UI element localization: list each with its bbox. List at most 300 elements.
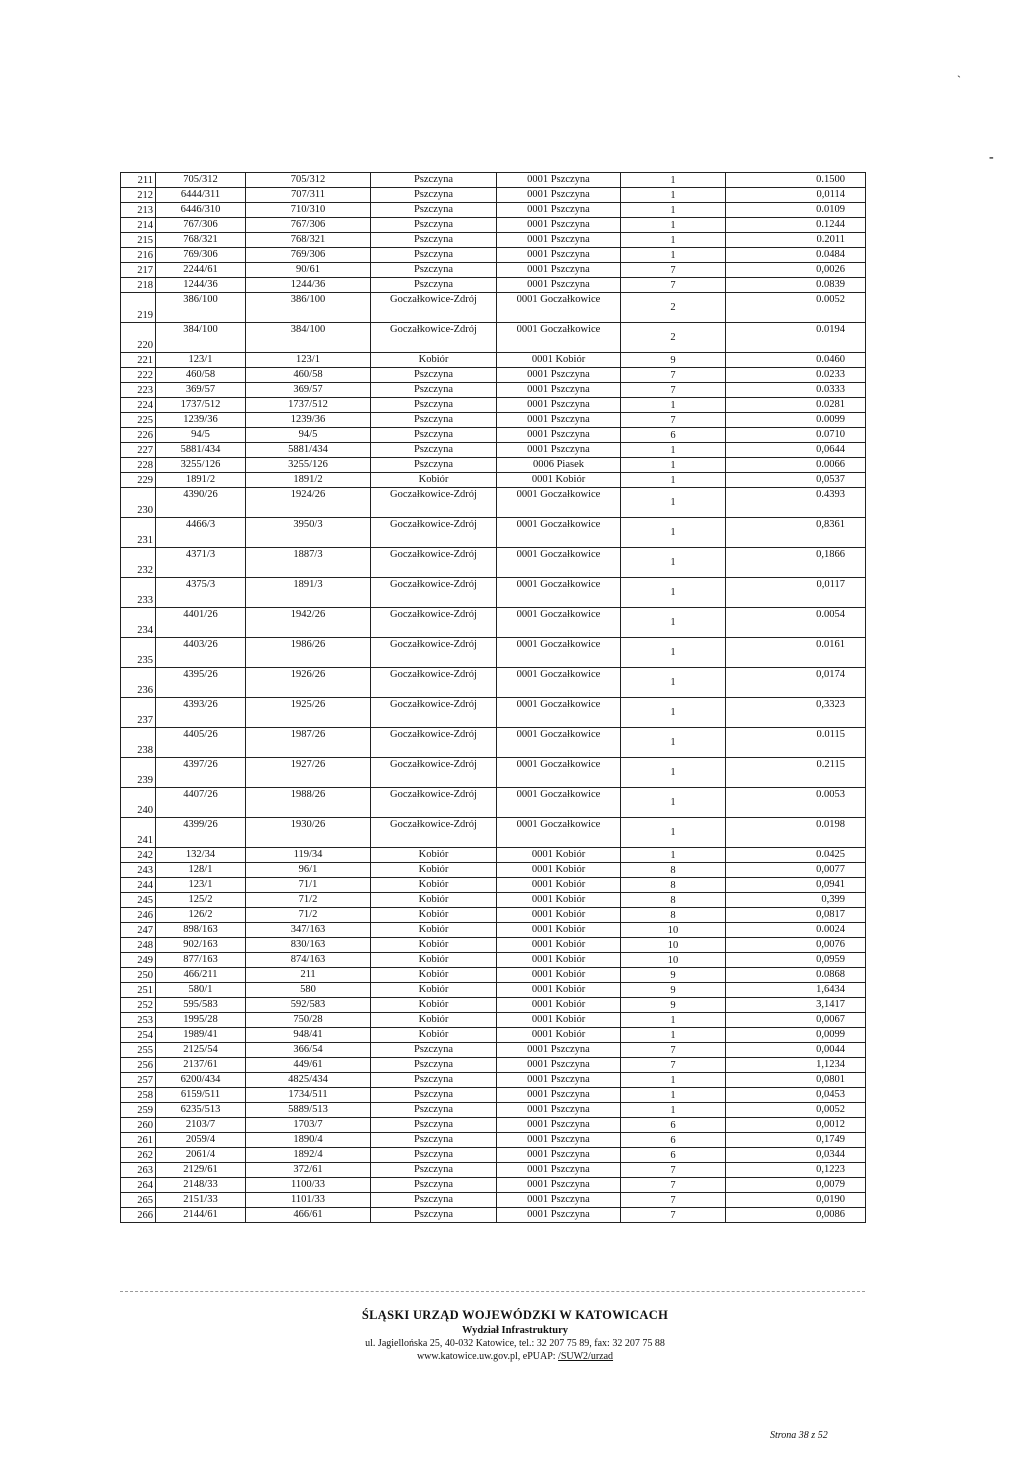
area-cell: 0.0052 <box>726 293 866 323</box>
table-row <box>121 218 866 233</box>
row-number-cell: 262 <box>121 1148 156 1163</box>
precinct-name-cell: Kobiór <box>371 968 497 983</box>
row-number-cell: 231 <box>121 518 156 548</box>
parcel-before-cell: 4395/26 <box>156 668 246 698</box>
precinct-name-cell: Pszczyna <box>371 173 497 188</box>
precinct-code-cell: 0001 Pszczyna <box>497 278 621 293</box>
parcel-before-cell: 126/2 <box>156 908 246 923</box>
area-cell: 0,0067 <box>726 1013 866 1028</box>
precinct-code-cell: 0001 Pszczyna <box>497 248 621 263</box>
parcel-after-cell: 460/58 <box>246 368 371 383</box>
parcel-before-cell: 466/211 <box>156 968 246 983</box>
table-row <box>121 443 866 458</box>
precinct-name-cell: Kobiór <box>371 353 497 368</box>
precinct-code-cell: 0001 Pszczyna <box>497 1148 621 1163</box>
map-sheet-cell: 9 <box>621 983 726 998</box>
precinct-name-cell: Pszczyna <box>371 1043 497 1058</box>
row-number-cell: 245 <box>121 893 156 908</box>
table-row <box>121 758 866 788</box>
parcel-before-cell: 6200/434 <box>156 1073 246 1088</box>
parcel-before-cell: 902/163 <box>156 938 246 953</box>
map-sheet-cell: 6 <box>621 428 726 443</box>
row-number-cell: 219 <box>121 293 156 323</box>
parcel-after-cell: 1101/33 <box>246 1193 371 1208</box>
row-number-cell: 255 <box>121 1043 156 1058</box>
precinct-code-cell: 0001 Kobiór <box>497 953 621 968</box>
table-row <box>121 488 866 518</box>
parcel-after-cell: 707/311 <box>246 188 371 203</box>
parcel-before-cell: 1989/41 <box>156 1028 246 1043</box>
precinct-name-cell: Kobiór <box>371 473 497 488</box>
parcel-after-cell: 71/2 <box>246 893 371 908</box>
row-number-cell: 211 <box>121 173 156 188</box>
table-row <box>121 1193 866 1208</box>
precinct-name-cell: Pszczyna <box>371 233 497 248</box>
area-cell: 0.0024 <box>726 923 866 938</box>
table-row <box>121 968 866 983</box>
map-sheet-cell: 7 <box>621 1058 726 1073</box>
scan-mark: ` <box>957 73 961 87</box>
map-sheet-cell: 1 <box>621 728 726 758</box>
parcel-after-cell: 5889/513 <box>246 1103 371 1118</box>
table-row <box>121 1178 866 1193</box>
parcel-before-cell: 4371/3 <box>156 548 246 578</box>
area-cell: 0,0117 <box>726 578 866 608</box>
table-row <box>121 818 866 848</box>
table-row <box>121 278 866 293</box>
precinct-name-cell: Goczałkowice-Zdrój <box>371 608 497 638</box>
row-number-cell: 248 <box>121 938 156 953</box>
map-sheet-cell: 1 <box>621 188 726 203</box>
table-row <box>121 518 866 548</box>
row-number-cell: 241 <box>121 818 156 848</box>
row-number-cell: 214 <box>121 218 156 233</box>
precinct-code-cell: 0001 Goczałkowice <box>497 578 621 608</box>
map-sheet-cell: 1 <box>621 668 726 698</box>
area-cell: 0,0012 <box>726 1118 866 1133</box>
map-sheet-cell: 7 <box>621 1163 726 1178</box>
parcel-before-cell: 460/58 <box>156 368 246 383</box>
parcel-table-body <box>121 173 866 1223</box>
precinct-code-cell: 0001 Pszczyna <box>497 1133 621 1148</box>
map-sheet-cell: 7 <box>621 413 726 428</box>
area-cell: 0.0710 <box>726 428 866 443</box>
map-sheet-cell: 1 <box>621 398 726 413</box>
parcel-after-cell: 1925/26 <box>246 698 371 728</box>
row-number-cell: 234 <box>121 608 156 638</box>
parcel-before-cell: 877/163 <box>156 953 246 968</box>
footer <box>250 1308 780 1362</box>
area-cell: 0.0099 <box>726 413 866 428</box>
area-cell: 0.0233 <box>726 368 866 383</box>
area-cell: 0,8361 <box>726 518 866 548</box>
precinct-code-cell: 0001 Kobiór <box>497 983 621 998</box>
table-row <box>121 668 866 698</box>
precinct-name-cell: Kobiór <box>371 893 497 908</box>
parcel-before-cell: 386/100 <box>156 293 246 323</box>
precinct-code-cell: 0001 Kobiór <box>497 1028 621 1043</box>
precinct-code-cell: 0001 Kobiór <box>497 1013 621 1028</box>
parcel-after-cell: 830/163 <box>246 938 371 953</box>
precinct-code-cell: 0001 Kobiór <box>497 968 621 983</box>
precinct-code-cell: 0001 Pszczyna <box>497 188 621 203</box>
parcel-after-cell: 1987/26 <box>246 728 371 758</box>
precinct-code-cell: 0001 Pszczyna <box>497 443 621 458</box>
map-sheet-cell: 8 <box>621 908 726 923</box>
precinct-code-cell: 0001 Goczałkowice <box>497 488 621 518</box>
parcel-after-cell: 94/5 <box>246 428 371 443</box>
precinct-code-cell: 0001 Kobiór <box>497 473 621 488</box>
area-cell: 0.1500 <box>726 173 866 188</box>
parcel-after-cell: 710/310 <box>246 203 371 218</box>
precinct-code-cell: 0001 Pszczyna <box>497 1058 621 1073</box>
parcel-before-cell: 1995/28 <box>156 1013 246 1028</box>
precinct-name-cell: Pszczyna <box>371 203 497 218</box>
table-row <box>121 848 866 863</box>
precinct-name-cell: Pszczyna <box>371 218 497 233</box>
parcel-after-cell: 4825/434 <box>246 1073 371 1088</box>
parcel-after-cell: 3255/126 <box>246 458 371 473</box>
parcel-after-cell: 211 <box>246 968 371 983</box>
parcel-after-cell: 1926/26 <box>246 668 371 698</box>
area-cell: 0,0941 <box>726 878 866 893</box>
map-sheet-cell: 8 <box>621 893 726 908</box>
parcel-before-cell: 6235/513 <box>156 1103 246 1118</box>
parcel-before-cell: 1891/2 <box>156 473 246 488</box>
table-row <box>121 578 866 608</box>
area-cell: 0.0425 <box>726 848 866 863</box>
row-number-cell: 218 <box>121 278 156 293</box>
row-number-cell: 264 <box>121 1178 156 1193</box>
area-cell: 0,0174 <box>726 668 866 698</box>
table-row <box>121 1073 866 1088</box>
precinct-name-cell: Kobiór <box>371 1028 497 1043</box>
map-sheet-cell: 9 <box>621 353 726 368</box>
precinct-name-cell: Goczałkowice-Zdrój <box>371 668 497 698</box>
table-row <box>121 473 866 488</box>
map-sheet-cell: 1 <box>621 488 726 518</box>
table-row <box>121 698 866 728</box>
area-cell: 0.0281 <box>726 398 866 413</box>
precinct-code-cell: 0001 Pszczyna <box>497 428 621 443</box>
precinct-code-cell: 0001 Pszczyna <box>497 263 621 278</box>
parcel-after-cell: 1892/4 <box>246 1148 371 1163</box>
map-sheet-cell: 1 <box>621 578 726 608</box>
parcel-before-cell: 2137/61 <box>156 1058 246 1073</box>
table-row <box>121 428 866 443</box>
row-number-cell: 256 <box>121 1058 156 1073</box>
precinct-name-cell: Kobiór <box>371 923 497 938</box>
parcel-before-cell: 123/1 <box>156 353 246 368</box>
precinct-code-cell: 0001 Goczałkowice <box>497 728 621 758</box>
row-number-cell: 257 <box>121 1073 156 1088</box>
precinct-code-cell: 0001 Pszczyna <box>497 398 621 413</box>
table-row <box>121 383 866 398</box>
precinct-code-cell: 0001 Pszczyna <box>497 218 621 233</box>
map-sheet-cell: 7 <box>621 368 726 383</box>
map-sheet-cell: 7 <box>621 1208 726 1223</box>
precinct-name-cell: Pszczyna <box>371 263 497 278</box>
row-number-cell: 259 <box>121 1103 156 1118</box>
area-cell: 0,3323 <box>726 698 866 728</box>
precinct-name-cell: Pszczyna <box>371 1148 497 1163</box>
table-row <box>121 908 866 923</box>
map-sheet-cell: 1 <box>621 1028 726 1043</box>
map-sheet-cell: 1 <box>621 638 726 668</box>
parcel-after-cell: 750/28 <box>246 1013 371 1028</box>
table-row <box>121 1208 866 1223</box>
parcel-before-cell: 767/306 <box>156 218 246 233</box>
parcel-before-cell: 369/57 <box>156 383 246 398</box>
area-cell: 1,6434 <box>726 983 866 998</box>
area-cell: 0.2115 <box>726 758 866 788</box>
parcel-before-cell: 580/1 <box>156 983 246 998</box>
precinct-name-cell: Kobiór <box>371 998 497 1013</box>
precinct-code-cell: 0001 Pszczyna <box>497 1118 621 1133</box>
parcel-before-cell: 4397/26 <box>156 758 246 788</box>
row-number-cell: 253 <box>121 1013 156 1028</box>
map-sheet-cell: 1 <box>621 818 726 848</box>
parcel-after-cell: 71/1 <box>246 878 371 893</box>
precinct-name-cell: Pszczyna <box>371 1103 497 1118</box>
area-cell: 0.0054 <box>726 608 866 638</box>
row-number-cell: 250 <box>121 968 156 983</box>
parcel-before-cell: 4405/26 <box>156 728 246 758</box>
precinct-code-cell: 0001 Goczałkowice <box>497 818 621 848</box>
row-number-cell: 261 <box>121 1133 156 1148</box>
office-web <box>250 1351 780 1362</box>
precinct-name-cell: Pszczyna <box>371 1133 497 1148</box>
precinct-name-cell: Goczałkowice-Zdrój <box>371 638 497 668</box>
parcel-before-cell: 6446/310 <box>156 203 246 218</box>
precinct-code-cell: 0001 Goczałkowice <box>497 758 621 788</box>
parcel-after-cell: 90/61 <box>246 263 371 278</box>
precinct-code-cell: 0001 Goczałkowice <box>497 788 621 818</box>
map-sheet-cell: 9 <box>621 998 726 1013</box>
map-sheet-cell: 1 <box>621 458 726 473</box>
precinct-code-cell: 0001 Pszczyna <box>497 1208 621 1223</box>
map-sheet-cell: 1 <box>621 788 726 818</box>
epuap-link[interactable]: /SUW2/urzad <box>558 1351 614 1362</box>
parcel-before-cell: 898/163 <box>156 923 246 938</box>
office-name: ŚLĄSKI URZĄD WOJEWÓDZKI W KATOWICACH <box>361 1308 669 1322</box>
row-number-cell: 213 <box>121 203 156 218</box>
precinct-code-cell: 0001 Pszczyna <box>497 1043 621 1058</box>
precinct-name-cell: Pszczyna <box>371 368 497 383</box>
precinct-name-cell: Pszczyna <box>371 383 497 398</box>
parcel-before-cell: 2151/33 <box>156 1193 246 1208</box>
parcel-after-cell: 1244/36 <box>246 278 371 293</box>
table-row <box>121 1103 866 1118</box>
precinct-name-cell: Kobiór <box>371 953 497 968</box>
area-cell: 1,1234 <box>726 1058 866 1073</box>
precinct-code-cell: 0006 Piasek <box>497 458 621 473</box>
area-cell: 0,0076 <box>726 938 866 953</box>
row-number-cell: 226 <box>121 428 156 443</box>
area-cell: 0,1749 <box>726 1133 866 1148</box>
precinct-code-cell: 0001 Kobiór <box>497 938 621 953</box>
row-number-cell: 251 <box>121 983 156 998</box>
table-row <box>121 863 866 878</box>
precinct-code-cell: 0001 Goczałkowice <box>497 518 621 548</box>
precinct-name-cell: Pszczyna <box>371 1088 497 1103</box>
map-sheet-cell: 1 <box>621 1088 726 1103</box>
parcel-before-cell: 595/583 <box>156 998 246 1013</box>
precinct-code-cell: 0001 Pszczyna <box>497 1193 621 1208</box>
table-row <box>121 548 866 578</box>
table-row <box>121 1163 866 1178</box>
parcel-after-cell: 1924/26 <box>246 488 371 518</box>
precinct-code-cell: 0001 Pszczyna <box>497 203 621 218</box>
table-row <box>121 983 866 998</box>
area-cell: 0.0868 <box>726 968 866 983</box>
department-name: Wydział Infrastruktury <box>461 1325 569 1336</box>
map-sheet-cell: 10 <box>621 923 726 938</box>
parcel-before-cell: 2148/33 <box>156 1178 246 1193</box>
area-cell: 0,0086 <box>726 1208 866 1223</box>
table-row <box>121 248 866 263</box>
precinct-name-cell: Goczałkowice-Zdrój <box>371 548 497 578</box>
area-cell: 0,0537 <box>726 473 866 488</box>
row-number-cell: 260 <box>121 1118 156 1133</box>
parcel-before-cell: 2061/4 <box>156 1148 246 1163</box>
row-number-cell: 216 <box>121 248 156 263</box>
precinct-name-cell: Goczałkowice-Zdrój <box>371 758 497 788</box>
map-sheet-cell: 6 <box>621 1133 726 1148</box>
parcel-before-cell: 4407/26 <box>156 788 246 818</box>
table-row <box>121 398 866 413</box>
table-row <box>121 1013 866 1028</box>
area-cell: 0,0077 <box>726 863 866 878</box>
table-row <box>121 788 866 818</box>
map-sheet-cell: 8 <box>621 878 726 893</box>
parcel-before-cell: 4393/26 <box>156 698 246 728</box>
parcel-before-cell: 5881/434 <box>156 443 246 458</box>
area-cell: 0.0839 <box>726 278 866 293</box>
row-number-cell: 258 <box>121 1088 156 1103</box>
table-row <box>121 203 866 218</box>
precinct-name-cell: Kobiór <box>371 878 497 893</box>
parcel-after-cell: 96/1 <box>246 863 371 878</box>
precinct-name-cell: Kobiór <box>371 938 497 953</box>
area-cell: 0.0115 <box>726 728 866 758</box>
precinct-code-cell: 0001 Kobiór <box>497 893 621 908</box>
parcel-after-cell: 1988/26 <box>246 788 371 818</box>
parcel-after-cell: 366/54 <box>246 1043 371 1058</box>
parcel-after-cell: 1891/3 <box>246 578 371 608</box>
precinct-name-cell: Kobiór <box>371 848 497 863</box>
table-row <box>121 173 866 188</box>
area-cell: 0,0114 <box>726 188 866 203</box>
area-cell: 0,0644 <box>726 443 866 458</box>
table-row <box>121 1058 866 1073</box>
area-cell: 0,0044 <box>726 1043 866 1058</box>
parcel-before-cell: 4399/26 <box>156 818 246 848</box>
precinct-code-cell: 0001 Goczałkowice <box>497 608 621 638</box>
precinct-name-cell: Goczałkowice-Zdrój <box>371 728 497 758</box>
area-cell: 0.0109 <box>726 203 866 218</box>
parcel-after-cell: 123/1 <box>246 353 371 368</box>
area-cell: 0,0801 <box>726 1073 866 1088</box>
area-cell: 0.2011 <box>726 233 866 248</box>
row-number-cell: 254 <box>121 1028 156 1043</box>
parcel-before-cell: 769/306 <box>156 248 246 263</box>
parcel-before-cell: 1737/512 <box>156 398 246 413</box>
table-row <box>121 458 866 473</box>
row-number-cell: 212 <box>121 188 156 203</box>
map-sheet-cell: 7 <box>621 1043 726 1058</box>
website-text: www.katowice.uw.gov.pl, ePUAP: <box>416 1351 559 1362</box>
parcel-after-cell: 372/61 <box>246 1163 371 1178</box>
parcel-after-cell: 580 <box>246 983 371 998</box>
precinct-name-cell: Goczałkowice-Zdrój <box>371 518 497 548</box>
table-row <box>121 1028 866 1043</box>
scan-mark: - <box>989 150 994 165</box>
precinct-name-cell: Goczałkowice-Zdrój <box>371 578 497 608</box>
parcel-before-cell: 2125/54 <box>156 1043 246 1058</box>
map-sheet-cell: 1 <box>621 233 726 248</box>
table-row <box>121 608 866 638</box>
parcel-after-cell: 71/2 <box>246 908 371 923</box>
precinct-name-cell: Pszczyna <box>371 413 497 428</box>
map-sheet-cell: 1 <box>621 173 726 188</box>
precinct-name-cell: Pszczyna <box>371 443 497 458</box>
area-cell: 0.0194 <box>726 323 866 353</box>
map-sheet-cell: 1 <box>621 443 726 458</box>
area-cell: 0.0053 <box>726 788 866 818</box>
area-cell: 0.0198 <box>726 818 866 848</box>
table-row <box>121 1133 866 1148</box>
map-sheet-cell: 1 <box>621 758 726 788</box>
area-cell: 0,0959 <box>726 953 866 968</box>
parcel-before-cell: 2059/4 <box>156 1133 246 1148</box>
map-sheet-cell: 7 <box>621 263 726 278</box>
row-number-cell: 215 <box>121 233 156 248</box>
area-cell: 0,0052 <box>726 1103 866 1118</box>
table-row <box>121 1118 866 1133</box>
row-number-cell: 217 <box>121 263 156 278</box>
table-row <box>121 638 866 668</box>
table-row <box>121 353 866 368</box>
parcel-after-cell: 466/61 <box>246 1208 371 1223</box>
area-cell: 0,1223 <box>726 1163 866 1178</box>
precinct-code-cell: 0001 Kobiór <box>497 353 621 368</box>
precinct-name-cell: Kobiór <box>371 1013 497 1028</box>
row-number-cell: 240 <box>121 788 156 818</box>
table-row <box>121 368 866 383</box>
table-row <box>121 893 866 908</box>
parcel-before-cell: 123/1 <box>156 878 246 893</box>
precinct-name-cell: Pszczyna <box>371 428 497 443</box>
map-sheet-cell: 1 <box>621 218 726 233</box>
area-cell: 0.0066 <box>726 458 866 473</box>
row-number-cell: 224 <box>121 398 156 413</box>
precinct-name-cell: Pszczyna <box>371 1208 497 1223</box>
precinct-code-cell: 0001 Kobiór <box>497 998 621 1013</box>
row-number-cell: 263 <box>121 1163 156 1178</box>
map-sheet-cell: 1 <box>621 848 726 863</box>
parcel-before-cell: 3255/126 <box>156 458 246 473</box>
map-sheet-cell: 6 <box>621 1118 726 1133</box>
row-number-cell: 221 <box>121 353 156 368</box>
area-cell: 0.0460 <box>726 353 866 368</box>
parcel-before-cell: 705/312 <box>156 173 246 188</box>
table-row <box>121 1043 866 1058</box>
precinct-name-cell: Pszczyna <box>371 248 497 263</box>
parcel-after-cell: 1942/26 <box>246 608 371 638</box>
precinct-code-cell: 0001 Pszczyna <box>497 1103 621 1118</box>
parcel-after-cell: 369/57 <box>246 383 371 398</box>
